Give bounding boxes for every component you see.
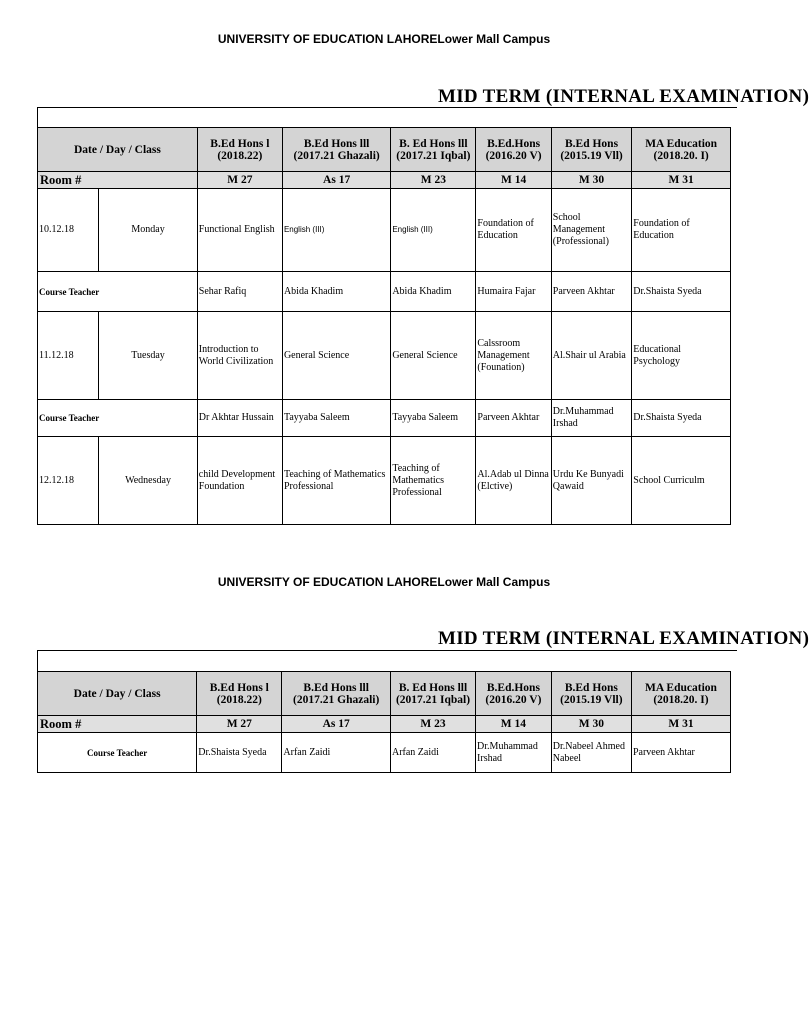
- teacher-cell: Tayyaba Saleem: [282, 400, 390, 437]
- header-row: [38, 128, 731, 172]
- schedule-sheet-1: [0, 80, 809, 530]
- room-cell: M 31: [631, 716, 730, 733]
- room-cell: M 23: [390, 716, 475, 733]
- subject-cell: Foundation of Education: [476, 189, 551, 272]
- teacher-cell: Parveen Akhtar: [631, 733, 730, 773]
- schedule-table: [37, 671, 731, 773]
- room-cell: M 23: [391, 172, 476, 189]
- university-heading: UNIVERSITY OF EDUCATION LAHORELower Mall Campus: [217, 32, 551, 46]
- schedule-table: [37, 127, 731, 525]
- teacher-cell: Dr.Muhammad Irshad: [476, 733, 552, 773]
- teacher-cell: Tayyaba Saleem: [391, 400, 476, 437]
- room-row: [38, 172, 731, 189]
- class-header: B.Ed.Hons (2016.20 V): [476, 128, 551, 172]
- exam-title: MID TERM (INTERNAL EXAMINATION): [438, 86, 809, 107]
- course-teacher-label: Course Teacher: [38, 400, 198, 437]
- subject-cell: child Development Foundation: [197, 437, 282, 525]
- date-cell: 12.12.18: [38, 437, 99, 525]
- subject-cell: General Science: [282, 312, 390, 400]
- class-header: MA Education (2018.20. I): [631, 672, 730, 716]
- room-cell: M 30: [551, 716, 631, 733]
- teacher-cell: Dr.Shaista Syeda: [632, 400, 731, 437]
- room-label: Room #: [38, 716, 197, 733]
- subject-cell: Teaching of Mathematics Professional: [391, 437, 476, 525]
- subject-row: [38, 312, 731, 400]
- room-cell: M 27: [197, 716, 282, 733]
- class-header: B.Ed Hons (2015.19 Vll): [551, 128, 631, 172]
- title-underline: [37, 650, 737, 651]
- teacher-cell: Arfan Zaidi: [282, 733, 391, 773]
- room-cell: M 30: [551, 172, 631, 189]
- room-cell: As 17: [282, 716, 391, 733]
- left-border: [37, 650, 38, 671]
- teacher-cell: Parveen Akhtar: [476, 400, 551, 437]
- subject-cell: General Science: [391, 312, 476, 400]
- teacher-cell: Dr.Shaista Syeda: [632, 272, 731, 312]
- teacher-row: [38, 400, 731, 437]
- room-cell: As 17: [282, 172, 390, 189]
- room-cell: M 27: [197, 172, 282, 189]
- teacher-row: [38, 272, 731, 312]
- subject-cell: School Management (Professional): [551, 189, 631, 272]
- teacher-cell: Abida Khadim: [282, 272, 390, 312]
- header-row: [38, 672, 731, 716]
- course-teacher-label: Course Teacher: [38, 272, 198, 312]
- schedule-sheet-2: [0, 622, 809, 782]
- teacher-cell: Dr.Nabeel Ahmed Nabeel: [551, 733, 631, 773]
- subject-cell: English (III): [391, 189, 476, 272]
- subject-cell: Educational Psychology: [632, 312, 731, 400]
- university-heading: UNIVERSITY OF EDUCATION LAHORELower Mall Campus: [217, 575, 551, 589]
- room-cell: M 14: [476, 716, 552, 733]
- class-header: B.Ed Hons lll (2017.21 Ghazali): [282, 672, 391, 716]
- title-underline: [37, 107, 737, 108]
- class-header: B. Ed Hons lll (2017.21 Iqbal): [391, 128, 476, 172]
- date-day-class-header: Date / Day / Class: [38, 128, 198, 172]
- teacher-cell: Sehar Rafiq: [197, 272, 282, 312]
- teacher-cell: Dr Akhtar Hussain: [197, 400, 282, 437]
- teacher-cell: Parveen Akhtar: [551, 272, 631, 312]
- teacher-cell: Dr.Shaista Syeda: [197, 733, 282, 773]
- teacher-row: [38, 733, 731, 773]
- exam-title: MID TERM (INTERNAL EXAMINATION): [438, 628, 809, 649]
- subject-row: [38, 437, 731, 525]
- date-day-class-header: Date / Day / Class: [38, 672, 197, 716]
- day-cell: Monday: [99, 189, 198, 272]
- class-header: B.Ed Hons lll (2017.21 Ghazali): [282, 128, 390, 172]
- class-header: B.Ed Hons (2015.19 Vll): [551, 672, 631, 716]
- subject-row: [38, 189, 731, 272]
- class-header: B.Ed Hons l (2018.22): [197, 128, 282, 172]
- subject-cell: Teaching of Mathematics Professional: [282, 437, 390, 525]
- subject-cell: Al.Shair ul Arabia: [551, 312, 631, 400]
- class-header: B.Ed.Hons (2016.20 V): [476, 672, 552, 716]
- subject-cell: English (III): [282, 189, 390, 272]
- subject-cell: Urdu Ke Bunyadi Qawaid: [551, 437, 631, 525]
- teacher-cell: Arfan Zaidi: [390, 733, 475, 773]
- teacher-cell: Humaira Fajar: [476, 272, 551, 312]
- subject-cell: Introduction to World Civilization: [197, 312, 282, 400]
- day-cell: Tuesday: [99, 312, 198, 400]
- room-cell: M 31: [632, 172, 731, 189]
- date-cell: 10.12.18: [38, 189, 99, 272]
- room-cell: M 14: [476, 172, 551, 189]
- class-header: MA Education (2018.20. I): [632, 128, 731, 172]
- day-cell: Wednesday: [99, 437, 198, 525]
- left-border: [37, 107, 38, 127]
- room-label: Room #: [38, 172, 198, 189]
- class-header: B. Ed Hons lll (2017.21 Iqbal): [390, 672, 475, 716]
- class-header: B.Ed Hons l (2018.22): [197, 672, 282, 716]
- teacher-cell: Dr.Muhammad Irshad: [551, 400, 631, 437]
- subject-cell: School Curriculm: [632, 437, 731, 525]
- subject-cell: Foundation of Education: [632, 189, 731, 272]
- subject-cell: Al.Adab ul Dinna (Elctive): [476, 437, 551, 525]
- subject-cell: Functional English: [197, 189, 282, 272]
- room-row: [38, 716, 731, 733]
- subject-cell: Calssroom Management (Founation): [476, 312, 551, 400]
- teacher-cell: Abida Khadim: [391, 272, 476, 312]
- date-cell: 11.12.18: [38, 312, 99, 400]
- course-teacher-label: Course Teacher: [38, 733, 197, 773]
